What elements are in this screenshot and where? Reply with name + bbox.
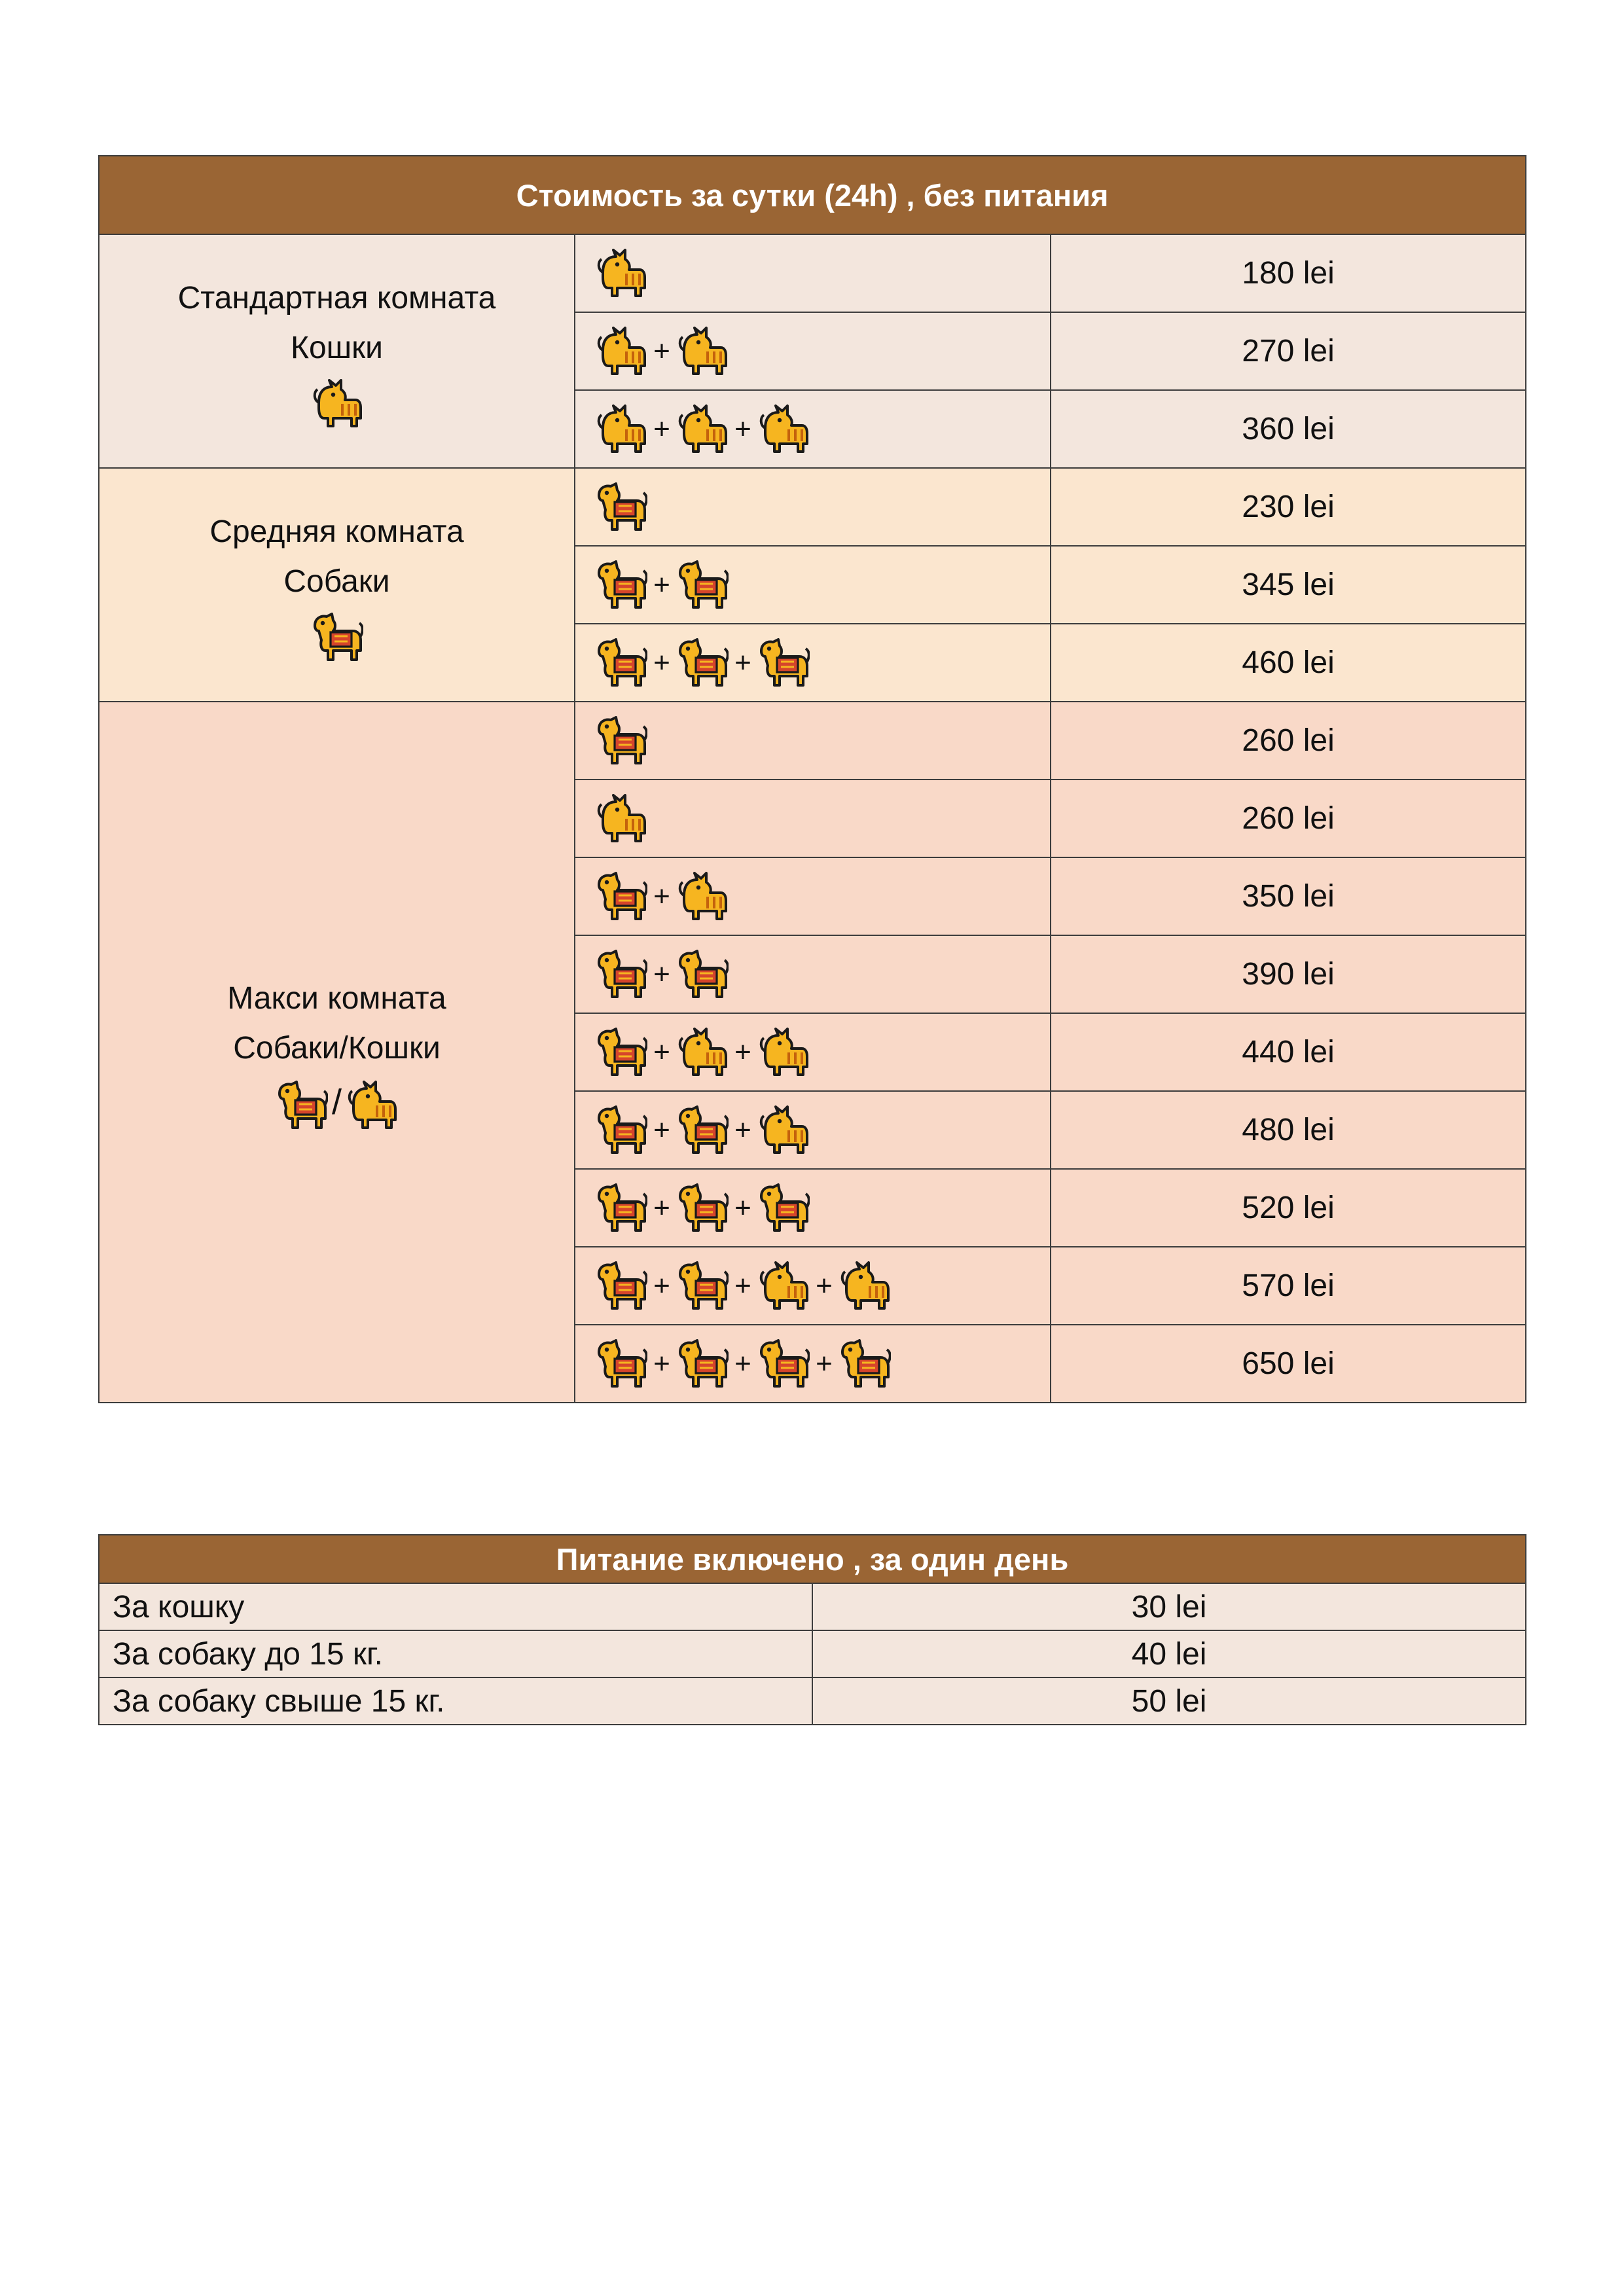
food-table: [98, 1534, 1526, 1725]
dog-icon: [595, 1261, 647, 1311]
dog-icon: [595, 950, 647, 999]
pet-combination: [575, 857, 1051, 935]
cat-icon: [595, 249, 647, 298]
slash-separator: /: [331, 1082, 342, 1122]
dog-icon: [676, 950, 729, 999]
food-label: За собаку свыше 15 кг.: [99, 1677, 812, 1725]
dog-icon: [676, 638, 729, 688]
dog-icon: [595, 1183, 647, 1233]
pet-combination: [575, 312, 1051, 390]
pet-combination: [575, 468, 1051, 546]
plus-sign: +: [734, 412, 751, 445]
cat-icon: [595, 794, 647, 844]
plus-sign: +: [734, 1191, 751, 1224]
plus-sign: +: [816, 1347, 833, 1380]
dog-icon: [676, 560, 729, 610]
dog-icon: [311, 613, 363, 662]
dog-icon: [676, 1105, 729, 1155]
plus-sign: +: [734, 1347, 751, 1380]
dog-icon: [595, 872, 647, 922]
table-row: [99, 234, 1526, 312]
cat-icon: [757, 1105, 810, 1155]
room-cell: [99, 702, 575, 1403]
pet-combination: [575, 702, 1051, 780]
price-value: 390 lei: [1051, 935, 1526, 1013]
food-price: 50 lei: [812, 1677, 1526, 1725]
dog-icon: [99, 611, 574, 662]
plus-sign: +: [653, 568, 670, 601]
food-label: За кошку: [99, 1583, 812, 1630]
room-cell: [99, 234, 575, 468]
room-name: Макси комната: [227, 980, 446, 1016]
price-value: 260 lei: [1051, 702, 1526, 780]
price-value: 360 lei: [1051, 390, 1526, 468]
dog-icon: [676, 1261, 729, 1311]
food-price: 40 lei: [812, 1630, 1526, 1677]
room-animal: Собаки/Кошки: [233, 1030, 441, 1066]
plus-sign: +: [734, 646, 751, 679]
dog-icon: [676, 1183, 729, 1233]
plus-sign: +: [653, 1269, 670, 1302]
dog-icon: [757, 638, 810, 688]
cat-icon: [757, 1028, 810, 1077]
plus-sign: +: [653, 1113, 670, 1146]
pet-combination: [575, 546, 1051, 624]
pet-combination: [575, 1169, 1051, 1247]
dog-icon: [676, 1339, 729, 1389]
cat-icon: [757, 404, 810, 454]
dog-icon: [276, 1081, 328, 1130]
price-value: 460 lei: [1051, 624, 1526, 702]
dog-icon: [595, 1339, 647, 1389]
pet-combination: [575, 935, 1051, 1013]
pet-combination: [575, 1325, 1051, 1403]
cat-icon: [839, 1261, 891, 1311]
dog-icon: [595, 1028, 647, 1077]
dog-icon: [595, 716, 647, 766]
plus-sign: +: [816, 1269, 833, 1302]
cat-icon: [676, 872, 729, 922]
pet-combination: [575, 1013, 1051, 1091]
plus-sign: +: [653, 334, 670, 367]
dog-icon: [595, 560, 647, 610]
dog-icon: [757, 1183, 810, 1233]
room-animal: Собаки: [283, 564, 390, 600]
pet-combination: [575, 234, 1051, 312]
dog-icon: [595, 482, 647, 532]
price-value: 440 lei: [1051, 1013, 1526, 1091]
pet-combination: [575, 780, 1051, 857]
pet-combination: [575, 1247, 1051, 1325]
price-value: 520 lei: [1051, 1169, 1526, 1247]
price-value: 570 lei: [1051, 1247, 1526, 1325]
table-row: [99, 468, 1526, 546]
price-value: 480 lei: [1051, 1091, 1526, 1169]
plus-sign: +: [653, 412, 670, 445]
plus-sign: +: [734, 1113, 751, 1146]
plus-sign: +: [653, 646, 670, 679]
price-value: 345 lei: [1051, 546, 1526, 624]
dog-cat-icon: [99, 1077, 574, 1130]
pet-combination: [575, 624, 1051, 702]
cat-icon: [676, 327, 729, 376]
food-table-title: Питание включено , за один день: [99, 1535, 1526, 1583]
cat-icon: [676, 1028, 729, 1077]
price-value: 350 lei: [1051, 857, 1526, 935]
cat-icon: [757, 1261, 810, 1311]
food-label: За собаку до 15 кг.: [99, 1630, 812, 1677]
price-table-title: Стоимость за сутки (24h) , без питания: [99, 156, 1526, 234]
price-value: 230 lei: [1051, 468, 1526, 546]
pet-combination: [575, 1091, 1051, 1169]
cat-icon: [595, 327, 647, 376]
dog-icon: [757, 1339, 810, 1389]
pet-combination: [575, 390, 1051, 468]
dog-icon: [839, 1339, 891, 1389]
cat-icon: [676, 404, 729, 454]
food-price: 30 lei: [812, 1583, 1526, 1630]
cat-icon: [311, 379, 363, 429]
table-row: [99, 1583, 1526, 1630]
dog-icon: [595, 1105, 647, 1155]
room-animal: Кошки: [291, 331, 383, 366]
price-value: 260 lei: [1051, 780, 1526, 857]
table-row: [99, 702, 1526, 780]
room-name: Стандартная комната: [177, 281, 496, 316]
cat-icon: [99, 377, 574, 428]
price-value: 270 lei: [1051, 312, 1526, 390]
plus-sign: +: [653, 880, 670, 912]
table-row: [99, 1630, 1526, 1677]
price-value: 650 lei: [1051, 1325, 1526, 1403]
plus-sign: +: [734, 1035, 751, 1068]
dog-icon: [595, 638, 647, 688]
plus-sign: +: [653, 958, 670, 990]
cat-icon: [595, 404, 647, 454]
plus-sign: +: [653, 1035, 670, 1068]
plus-sign: +: [734, 1269, 751, 1302]
table-row: [99, 1677, 1526, 1725]
room-name: Средняя комната: [209, 514, 464, 550]
plus-sign: +: [653, 1191, 670, 1224]
cat-icon: [346, 1081, 398, 1130]
plus-sign: +: [653, 1347, 670, 1380]
price-value: 180 lei: [1051, 234, 1526, 312]
price-table: [98, 155, 1526, 1403]
room-cell: [99, 468, 575, 702]
